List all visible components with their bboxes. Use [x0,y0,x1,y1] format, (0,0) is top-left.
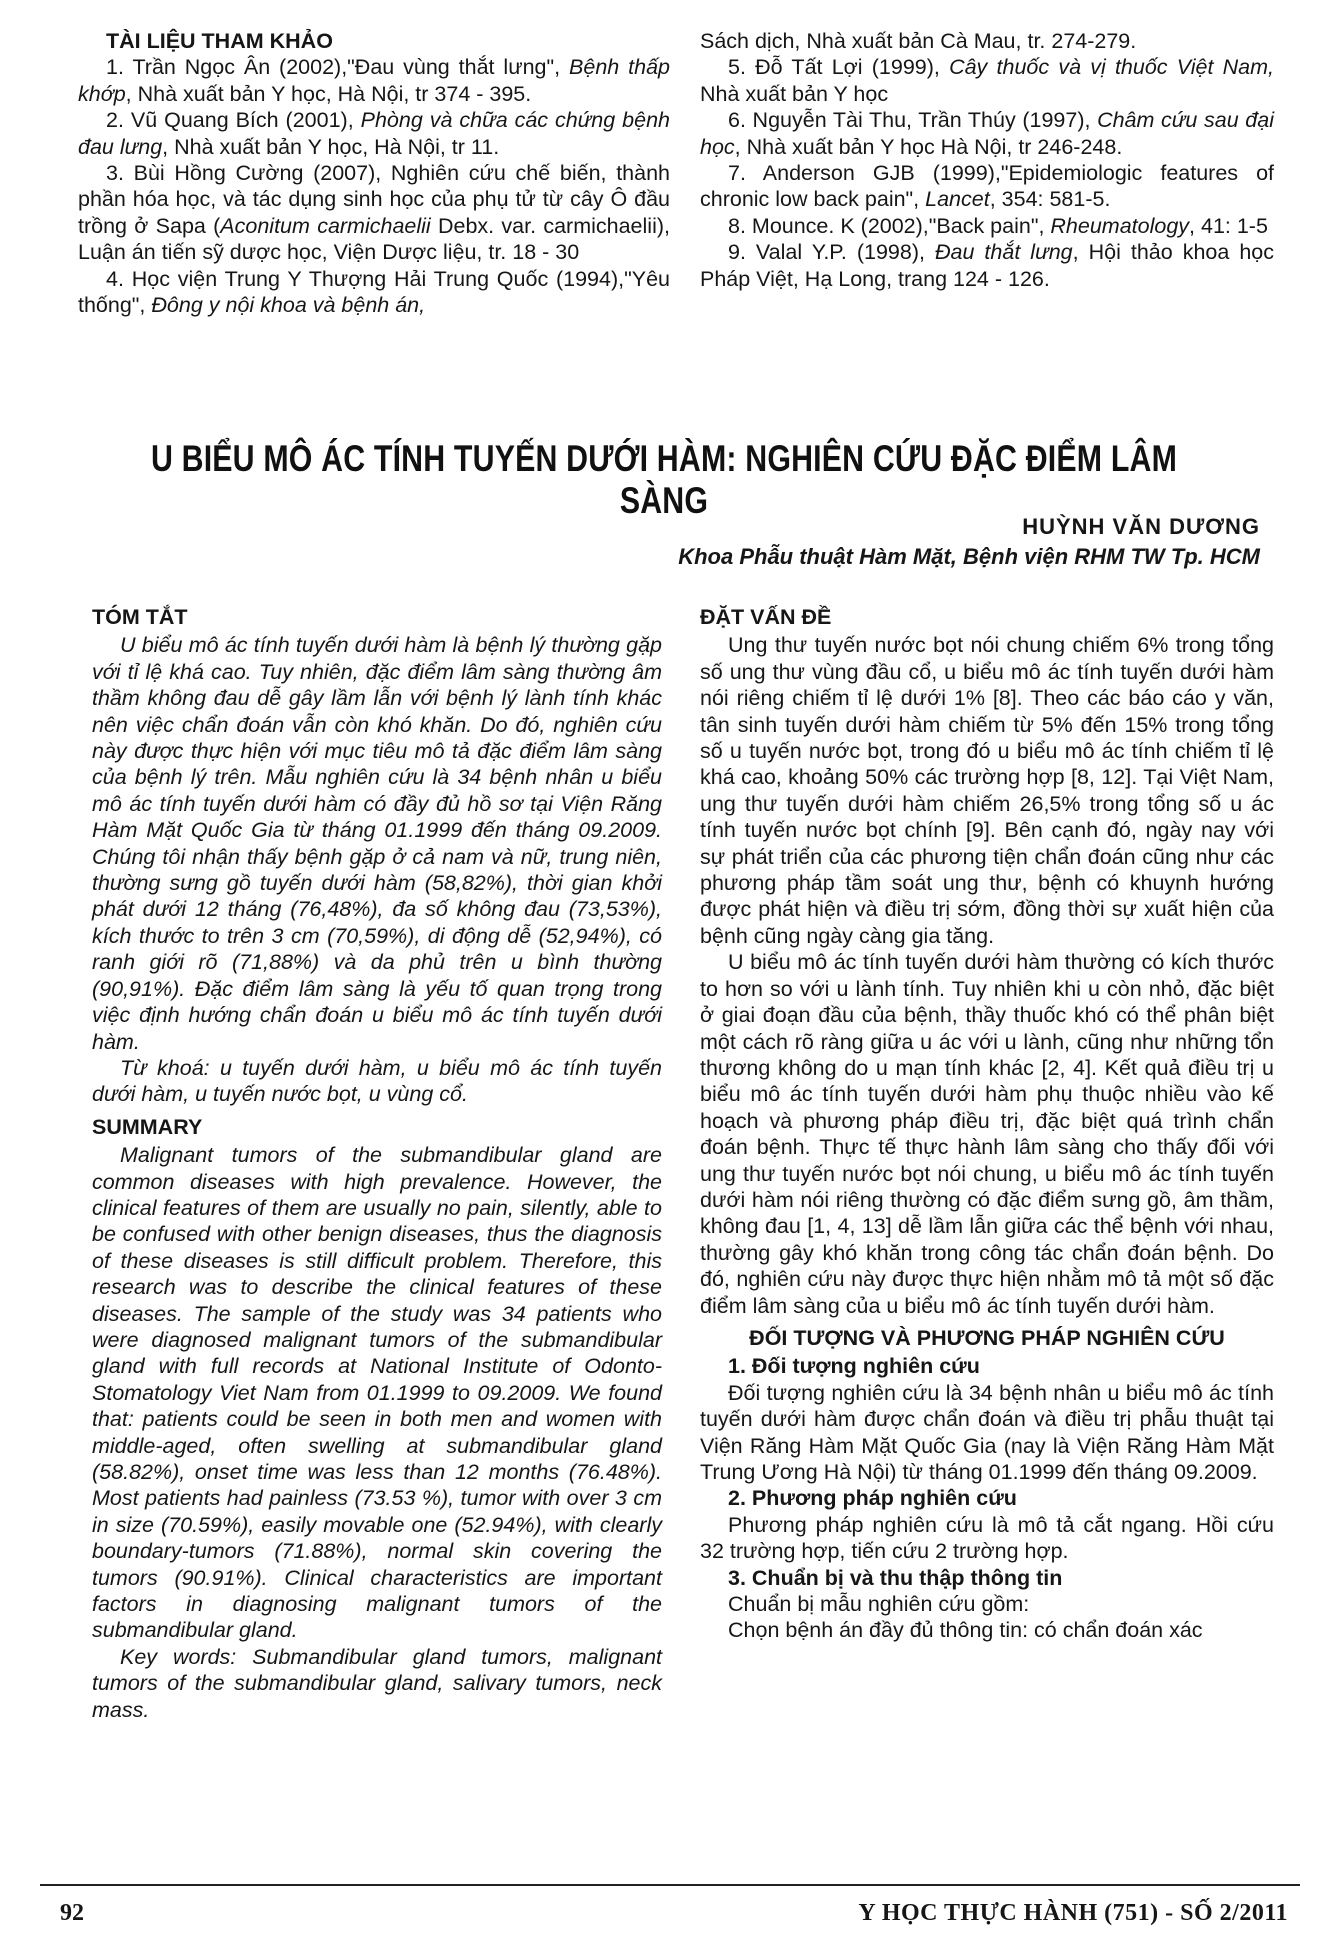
intro-paragraph: U biểu mô ác tính tuyến dưới hàm thường có kích thước to hơn so với u lành tính. Tuy nhiên khi u còn nhỏ, đặc biệt ở giai đoạn đầu của bệnh, thầy thuốc khó có thể phân biệt một cách rõ ràng giữa u ác với u lành, cũng như những tổn thương không do u mạn tính khác [2, 4]. Kết quả điều trị u biểu mô ác tính tuyến dưới hàm phụ thuộc nhiều vào kế hoạch và phương pháp điều trị, đặc biệt quá trình chẩn đoán bệnh. Thực tế thực hành lâm sàng cho thấy đối với ung thư tuyến nước bọt nói chung, u biểu mô ác tính tuyến dưới hàm nói riêng thường có đặc điểm sưng gồ, âm thầm, không đau [1, 4, 13] dễ lầm lẫn giữa các thể bệnh với nhau, thường gây khó khăn trong công tác chẩn đoán bệnh. Do đó, nghiên cứu này được thực hiện nhằm mô tả một số đặc điểm lâm sàng của u biểu mô ác tính tuyến dưới hàm. [700,950,1274,1318]
reference-item: 6. Nguyễn Tài Thu, Trần Thúy (1997), Châm cứu sau đại học, Nhà xuất bản Y học Hà Nội, tr 246-248. [700,108,1274,159]
reference-item: 1. Trần Ngọc Ân (2002),"Đau vùng thắt lưng", Bệnh thấp khớp, Nhà xuất bản Y học, Hà Nội, tr 374 - 395. [78,55,670,106]
references-right-column [700,28,1274,292]
reference-item: 9. Valal Y.P. (1998), Đau thắt lưng, Hội thảo khoa học Pháp Việt, Hạ Long, trang 124 - 126. [700,240,1275,291]
intro-column [700,598,1274,1644]
methods-paragraph: Chọn bệnh án đầy đủ thông tin: có chẩn đoán xác [728,1618,1203,1643]
reference-item: 4. Học viện Trung Y Thượng Hải Trung Quốc (1994),"Yêu thống", Đông y nội khoa và bệnh án, [78,266,670,318]
intro-paragraph: Ung thư tuyến nước bọt nói chung chiếm 6% trong tổng số ung thư vùng đầu cổ, u biểu mô ác tính tuyến dưới hàm nói riêng chiếm tỉ lệ dưới 1% [8]. Theo các báo cáo y văn, tân sinh tuyến dưới hàm chiếm từ 5% đến 15% trong tổng số u tuyến nước bọt, trong đó u biểu mô ác tính chiếm tỉ lệ khá cao, khoảng 50% các trường hợp [8, 12]. Tại Việt Nam, ung thư tuyến dưới hàm chiếm 26,5% trong tổng số u ác tính tuyến nước bọt chính [9]. Bên cạnh đó, ngày nay với sự phát triển của các phương tiện chẩn đoán cũng như các phương pháp tầm soát ung thư, bệnh có khuynh hướng được phát hiện và điều trị sớm, đồng thời sự xuất hiện của bệnh cũng ngày càng gia tăng. [700,633,1274,948]
methods-paragraph: Đối tượng nghiên cứu là 34 bệnh nhân u biểu mô ác tính tuyến dưới hàm được chẩn đoán và điều trị phẫu thuật tại Viện Răng Hàm Mặt Quốc Gia (nay là Viện Răng Hàm Mặt Trung Ương Hà Nội) từ tháng 01.1999 đến tháng 09.2009. [700,1380,1274,1484]
reference-item: 7. Anderson GJB (1999),"Epidemiologic features of chronic low back pain", Lancet, 354: 581-5. [700,161,1274,212]
methods-paragraph: Chuẩn bị mẫu nghiên cứu gồm: [728,1592,1030,1617]
author-name: HUỲNH VĂN DƯƠNG [1022,514,1260,539]
methods-heading: ĐỐI TƯỢNG VÀ PHƯƠNG PHÁP NGHIÊN CỨU [749,1325,1225,1350]
reference-item: 2. Vũ Quang Bích (2001), Phòng và chữa các chứng bệnh đau lưng, Nhà xuất bản Y học, Hà Nội, tr 11. [78,108,670,159]
abstract-vi-body: U biểu mô ác tính tuyến dưới hàm là bệnh lý thường gặp với tỉ lệ khá cao. Tuy nhiên, đặc điểm lâm sàng thường âm thầm không đau dễ gây lầm lẫn với bệnh lý lành tính khác nên việc chẩn đoán vẫn còn khó khăn. Do đó, nghiên cứu này được thực hiện với mục tiêu mô tả đặc điểm lâm sàng của bệnh lý trên. Mẫu nghiên cứu là 34 bệnh nhân u biểu mô ác tính tuyến dưới hàm có đầy đủ hồ sơ tại Viện Răng Hàm Mặt Quốc Gia từ tháng 01.1999 đến tháng 09.2009. Chúng tôi nhận thấy bệnh gặp ở cả nam và nữ, trung niên, thường sưng gồ tuyến dưới hàm (58,82%), thời gian khởi phát dưới 12 tháng (76,48%), đa số không đau (73,53%), kích thước to trên 3 cm (70,59%), di động dễ (52,94%), có ranh giới rõ (71,88%) và da phủ trên u bình thường (90,91%). Đặc điểm lâm sàng là yếu tố quan trọng trong việc định hướng chẩn đoán u biểu mô ác tính tuyến dưới hàm. [92,633,662,1054]
abstract-vi-heading: TÓM TẮT [92,605,188,629]
article-title: U BIỂU MÔ ÁC TÍNH TUYẾN DƯỚI HÀM: NGHIÊN CỨU ĐẶC ĐIỂM LÂM SÀNG [150,438,1178,521]
intro-heading: ĐẶT VẤN ĐỀ [700,605,832,629]
abstract-en-heading: SUMMARY [92,1114,203,1139]
author-block [678,512,1260,572]
reference-continuation: Sách dịch, Nhà xuất bản Cà Mau, tr. 274-279. [700,29,1137,53]
journal-issue: Y HỌC THỰC HÀNH (751) - SỐ 2/2011 [858,1900,1288,1926]
author-affiliation: Khoa Phẫu thuật Hàm Mặt, Bệnh viện RHM TW Tp. HCM [678,544,1260,569]
abstract-en-keywords: Key words: Submandibular gland tumors, malignant tumors of the submandibular gland, salivary tumors, neck mass. [92,1644,662,1722]
reference-item: 8. Mounce. K (2002),"Back pain", Rheumatology, 41: 1-5 [728,213,1268,238]
references-heading: TÀI LIỆU THAM KHẢO [106,29,333,53]
page-number: 92 [60,1900,84,1926]
abstract-en-body: Malignant tumors of the submandibular gland are common diseases with high prevalence. However, the clinical features of them are usually no pain, silently, able to be confused with other benign diseases, thus the diagnosis of these diseases is still difficult problem. Therefore, this research was to describe the clinical features of these diseases. The sample of the study was 34 patients who were diagnosed malignant tumors of the submandibular gland with full records at National Institute of Odonto-Stomatology Viet Nam from 01.1999 to 09.2009. We found that: patients could be seen in both men and women with middle-aged, often swelling at submandibular gland (58.82%), onset time was less than 12 months (76.48%). Most patients had painless (73.53 %), tumor with over 3 cm in size (70.59%), easily movable one (52.94%), with clearly boundary-tumors (71.88%), normal skin covering the tumors (90.91%). Clinical characteristics are important factors in diagnosing malignant tumors of the submandibular gland. [92,1143,662,1643]
abstract-vi-keywords: Từ khoá: u tuyến dưới hàm, u biểu mô ác tính tuyến dưới hàm, u tuyến nước bọt, u vùng cổ. [92,1055,662,1107]
reference-item: 3. Bùi Hồng Cường (2007), Nghiên cứu chế biến, thành phần hóa học, và tác dụng sinh học của phụ tử từ cây Ô đầu trồng ở Sapa (Aconitum carmichaelii Debx. var. carmichaelii), Luận án tiến sỹ dược học, Viện Dược liệu, tr. 18 - 30 [78,161,670,265]
references-left-column [78,28,670,318]
reference-item: 5. Đỗ Tất Lợi (1999), Cây thuốc và vị thuốc Việt Nam, Nhà xuất bản Y học [700,55,1274,106]
methods-paragraph: Phương pháp nghiên cứu là mô tả cắt ngang. Hồi cứu 32 trường hợp, tiến cứu 2 trường hợp. [700,1512,1274,1564]
methods-subheading: 1. Đối tượng nghiên cứu [728,1354,980,1379]
methods-subheading: 2. Phương pháp nghiên cứu [728,1486,1017,1511]
methods-subheading: 3. Chuẩn bị và thu thập thông tin [728,1565,1063,1590]
footer-divider [40,1884,1300,1886]
abstract-column [92,598,662,1723]
